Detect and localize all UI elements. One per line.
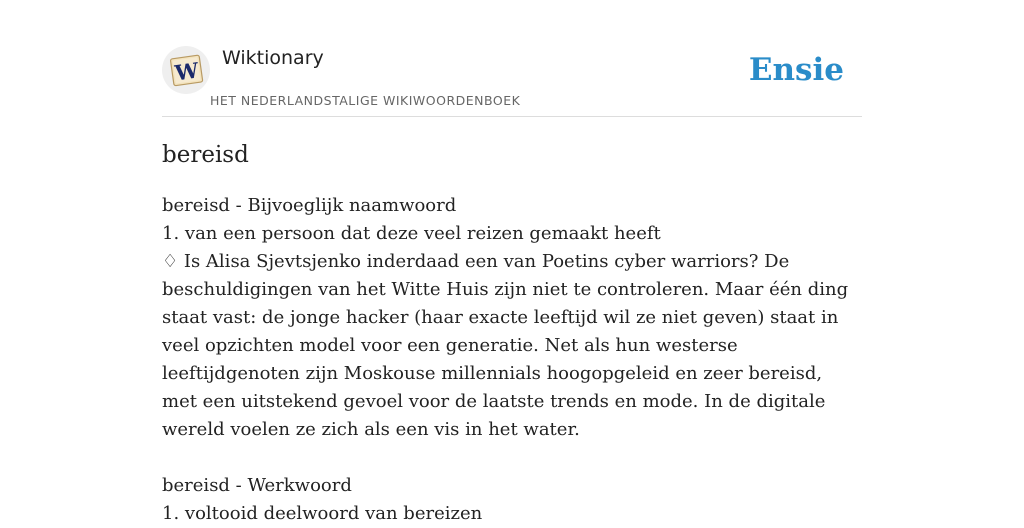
definition: 1. van een persoon dat deze veel reizen gemaakt heeft <box>162 223 661 244</box>
page-title: bereisd <box>162 142 249 168</box>
example-quote: ♢ Is Alisa Sjevtsjenko inderdaad een van Poetins cyber warriors? De beschuldigingen van het Witte Huis zijn niet te controleren. Maar één ding staat vast: de jonge hacker (haar exacte leeftijd wil ze niet geven) staat in veel opzichten model voor een generatie. Net als hun westerse leeftijdgenoten zijn Moskouse millennials hoogopgeleid en zeer bereisd, met een uitstekend gevoel voor de laatste trends en mode. In de digitale wereld voelen ze zich als een vis in het water. <box>162 251 849 440</box>
section-heading: bereisd - Werkwoord <box>162 475 352 496</box>
wiktionary-logo-icon[interactable] <box>162 46 210 94</box>
site-header <box>162 40 862 117</box>
site-tagline: HET NEDERLANDSTALIGE WIKIWOORDENBOEK <box>210 93 521 108</box>
section-heading: bereisd - Bijvoeglijk naamwoord <box>162 195 457 216</box>
definition: 1. voltooid deelwoord van bereizen <box>162 503 483 524</box>
entry-content <box>162 192 862 528</box>
ensie-logo-link[interactable]: Ensie <box>748 52 844 88</box>
site-name[interactable]: Wiktionary <box>222 47 324 69</box>
logo-letter: W <box>173 57 201 86</box>
section-spacer <box>162 444 862 472</box>
